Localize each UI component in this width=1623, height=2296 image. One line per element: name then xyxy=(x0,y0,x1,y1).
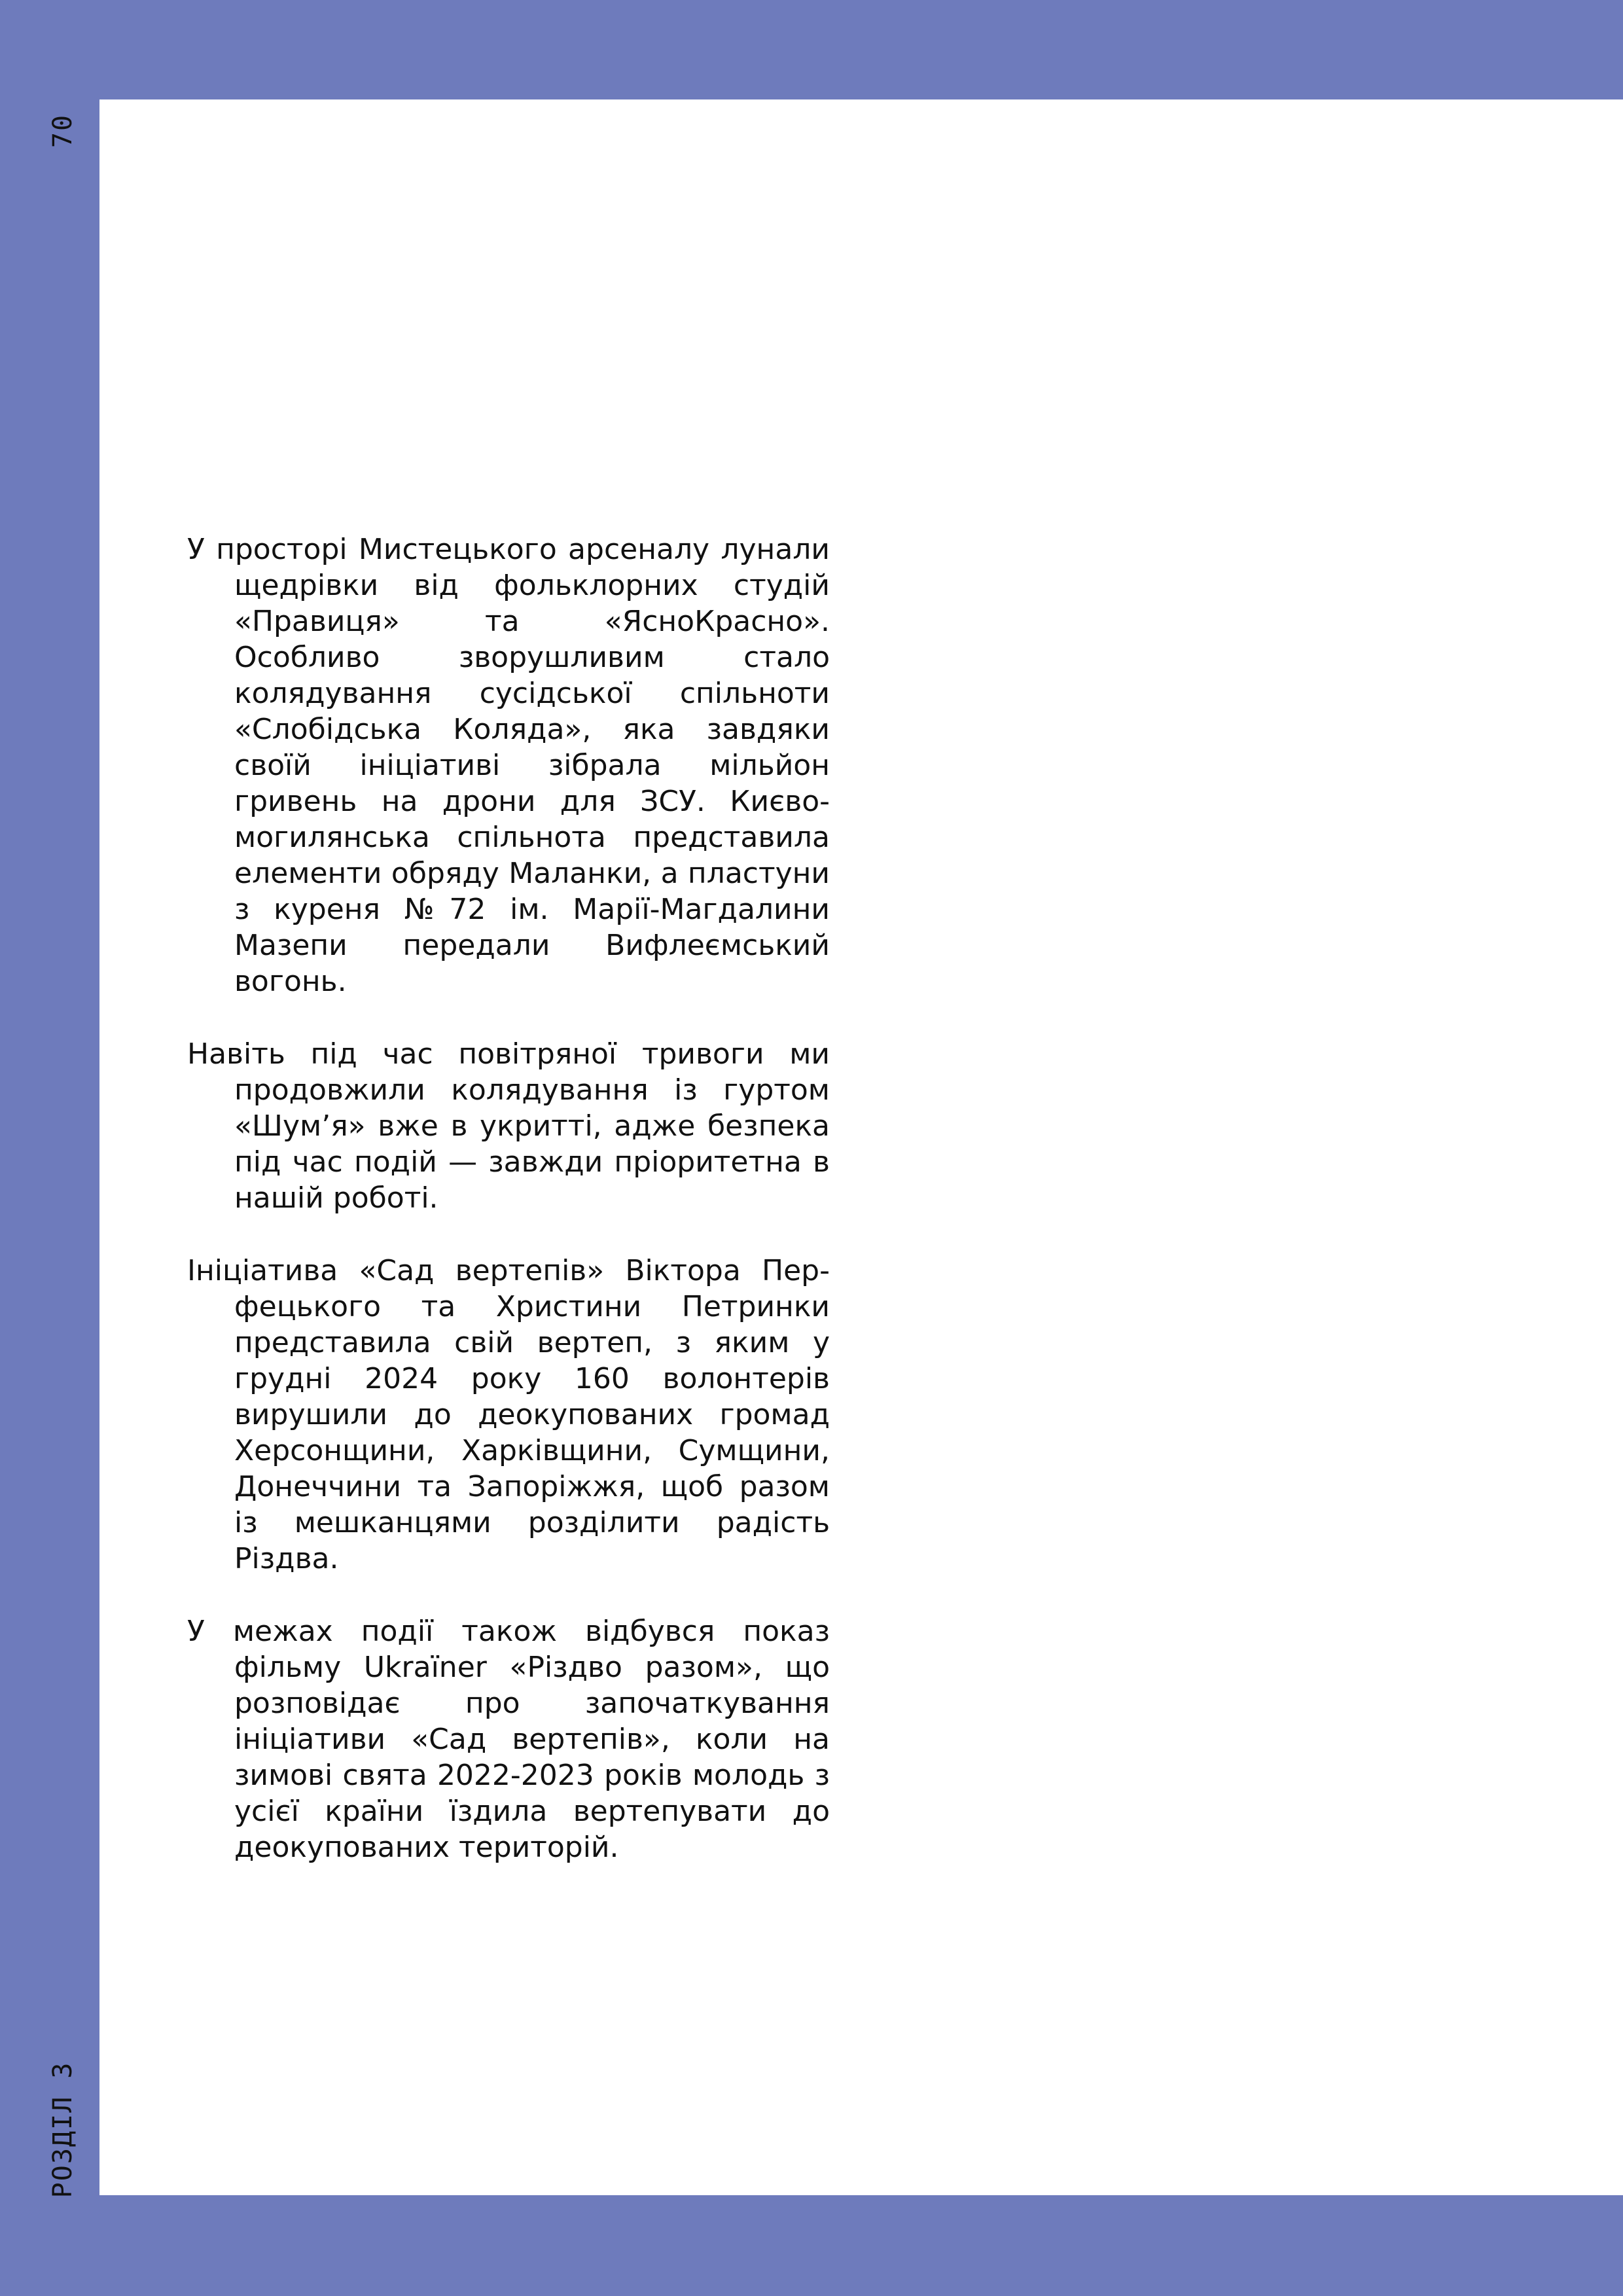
paragraph-arsenal-carols: У просторі Мистецького арсеналу лунали щедрівки від фольклорних студій «Правиця» та «ЯсноКрасно». Особливо зворушливим стало колядування сусідської спільноти «Слобідська Коляда», яка завдяки своїй ініціативі зібрала мільйон гривень на дрони для ЗСУ. Києво-могилянська спільнота представила елементи обряду Маланки, а пластуни з куреня №72 ім. Марії-Магдалини Мазепи передали Вифлеємський вогонь. xyxy=(187,533,830,998)
section-label: РОЗДІЛ 3 xyxy=(48,2061,78,2198)
body-text-column xyxy=(187,531,830,1902)
left-color-band xyxy=(0,0,99,2296)
paragraph-film-screening: У межах події також відбувся показ фільму Ukraїner «Різдво разом», що розповідає про започаткування ініціативи «Сад вертепів», коли на зимові свята 2022-2023 років молодь з усієї країни їздила вертепувати до деокупованих територій. xyxy=(187,1615,830,1864)
page-number: 70 xyxy=(48,113,78,149)
top-color-band xyxy=(0,0,1623,99)
bottom-color-band xyxy=(0,2195,1623,2296)
paragraph-air-raid: Навіть під час повітряної тривоги ми продовжили колядування із гуртом «Шум’я» вже в укритті, адже безпека під час подій — завжди пріоритетна в нашій роботі. xyxy=(187,1037,830,1215)
paragraph-garden-of-nativity: Ініціатива «Сад вертепів» Віктора Перфецького та Христини Петринки представила свій вертеп, з яким у грудні 2024 року 160 волонтерів вирушили до деокупованих громад Херсонщини, Харківщини, Сумщини, Донеччини та Запоріжжя, щоб разом із мешканцями розділити радість Різдва. xyxy=(187,1254,830,1575)
